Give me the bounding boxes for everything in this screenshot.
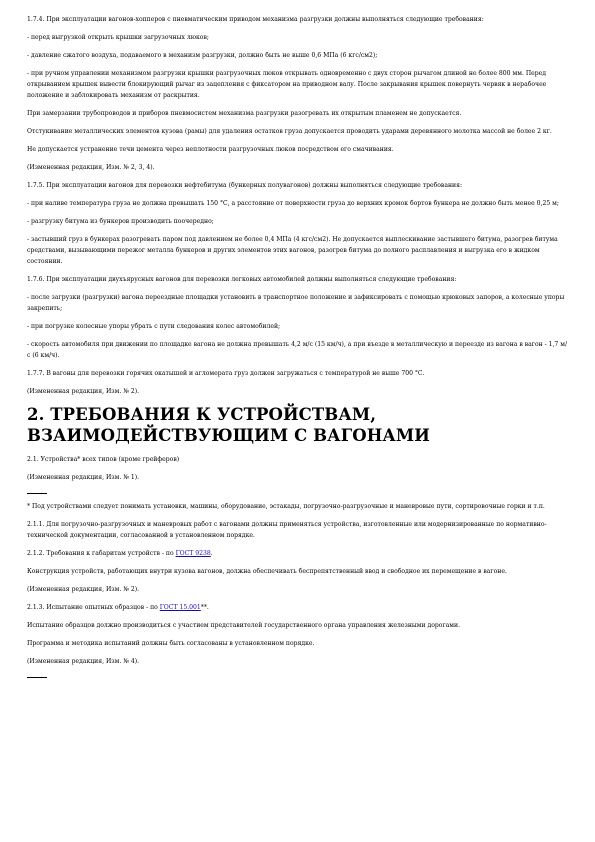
paragraph-bitumen-heating: - застывший груз в бункерах разогревать паром под давлением не более 0,4 МПа (4 кгс/см2). Не допускается выплескивание застывшего битума, разогрев битума средствами, вызывающими пережог металла бункеров и других элементов этих вагонов, разогрев битума до полного расплавления и выгрузка его в жидком состоянии. bbox=[27, 236, 558, 265]
amendment-note: (Измененная редакция, Изм. № 2). bbox=[27, 586, 140, 593]
paragraph-testing-participants: Испытание образцов должно производиться с участием представителей государственного органа управления железными дорогами. bbox=[27, 622, 461, 629]
paragraph-2-1-2-text: 2.1.2. Требования к габаритам устройств - по bbox=[27, 550, 176, 557]
paragraph-no-open-flame: При замерзании трубопроводов и приборов пневмосистем механизма разгрузки разогревать их открытым пламенем не допускается. bbox=[27, 110, 462, 117]
paragraph-bitumen-temperature: - при наливе температура груза не должна превышать 150 °С, а расстояние от поверхности груза до верхних кромок бортов бункера не должно быть менее 0,25 м; bbox=[27, 200, 559, 207]
section-2-heading: 2. ТРЕБОВАНИЯ К УСТРОЙСТВАМ, ВЗАИМОДЕЙСТВУЮЩИМ С ВАГОНАМИ bbox=[27, 405, 430, 445]
paragraph-test-program: Программа и методика испытаний должны быть согласованы в установленном порядке. bbox=[27, 640, 315, 647]
amendment-note: (Измененная редакция, Изм. № 1). bbox=[27, 474, 140, 481]
paragraph-2-1-3-end: **. bbox=[200, 604, 209, 611]
paragraph-2-1: 2.1. Устройства* всех типов (кроме грейферов) bbox=[27, 456, 180, 463]
gost-15-001-link[interactable]: ГОСТ 15.001 bbox=[159, 604, 201, 611]
paragraph-1-7-5: 1.7.5. При эксплуатации вагонов для перевозки нефтебитума (бункерных полувагонов) должны выполняться следующие требования: bbox=[27, 182, 463, 189]
paragraph-1-7-6: 1.7.6. При эксплуатации двухъярусных вагонов для перевозки легковых автомобилей должны выполняться следующие требования: bbox=[27, 276, 457, 283]
paragraph-1-7-7: 1.7.7. В вагоны для перевозки горячих окатышей и агломерата груз должен загружаться с температурой не выше 700 °С. bbox=[27, 370, 425, 377]
paragraph-open-hatches: - перед выгрузкой открыть крышки загрузочных люков; bbox=[27, 34, 209, 41]
paragraph-bitumen-unloading: - разгрузку битума из бункеров производить поочередно; bbox=[27, 218, 214, 225]
paragraph-2-1-1: 2.1.1. Для погрузочно-разгрузочных и маневровых работ с вагонами должны применяться устройства, изготовленные или модернизированные по нормативно-технической документации, согласованной в установленном порядке. bbox=[27, 521, 547, 539]
paragraph-2-1-3 bbox=[27, 602, 569, 613]
footnote: * Под устройствами следует понимать установки, машины, оборудование, эстакады, погрузочно-разгрузочные и маневровые пути, сортировочные горки и т.п. bbox=[27, 503, 545, 510]
paragraph-1-7-4: 1.7.4. При эксплуатации вагонов-хопперов с пневматическим приводом механизма разгрузки должны выполняться следующие требования: bbox=[27, 16, 484, 23]
paragraph-2-1-3-text: 2.1.3. Испытание опытных образцов - по bbox=[27, 604, 160, 611]
paragraph-car-speed: - скорость автомобиля при движении по площадке вагона не должна превышать 4,2 м/с (15 км/ч), а при въезде в металлическую и переезде из вагона в вагон - 1,7 м/с (6 км/ч). bbox=[27, 341, 568, 359]
paragraph-wooden-hammer: Отстукивание металлических элементов кузова (рамы) для удаления остатков груза допускается проводить ударами деревянного молотка массой не более 2 кг. bbox=[27, 128, 552, 135]
paragraph-air-pressure: - давление сжатого воздуха, подаваемого в механизм разгрузки, должно быть не выше 0,6 МПа (6 кгс/см2); bbox=[27, 52, 378, 59]
paragraph-2-1-2-end: . bbox=[210, 550, 213, 557]
paragraph-wheel-stops: - при погрузке колесные упоры убрать с пути следования колес автомобилей; bbox=[27, 323, 281, 330]
gost-9238-link[interactable]: ГОСТ 9238 bbox=[175, 550, 211, 557]
paragraph-cement-leak: Не допускается устранение течи цемента через неплотности разгрузочных люков посредством его смачивания. bbox=[27, 146, 394, 153]
amendment-note: (Измененная редакция, Изм. № 2, 3, 4). bbox=[27, 164, 155, 171]
document-page bbox=[27, 14, 569, 685]
footnote-divider bbox=[27, 493, 47, 494]
paragraph-manual-control: - при ручном управлении механизмом разгрузки крышки разгрузочных люков открывать одновременно с двух сторон рычагом длиной не более 800 мм. Перед открыванием крышек вывести блокирующий рычаг из зацепления с фиксатором на приводном валу. После закрывания крышек повернуть червяк в нерабочее положение и заблокировать механизм от раскрытия. bbox=[27, 70, 547, 99]
paragraph-device-design: Конструкция устройств, работающих внутри кузова вагонов, должна обеспечивать беспрепятственный ввод и свободное их перемещение в вагоне. bbox=[27, 568, 507, 575]
paragraph-platform-position: - после загрузки (разгрузки) вагона переездные площадки установить в транспортное положение и зафиксировать с помощью крюковых запоров, а колесные упоры закрепить; bbox=[27, 294, 565, 312]
paragraph-2-1-2 bbox=[27, 548, 569, 559]
footnote-divider bbox=[27, 677, 47, 678]
amendment-note: (Измененная редакция, Изм. № 4). bbox=[27, 658, 140, 665]
amendment-note: (Измененная редакция, Изм. № 2). bbox=[27, 388, 140, 395]
